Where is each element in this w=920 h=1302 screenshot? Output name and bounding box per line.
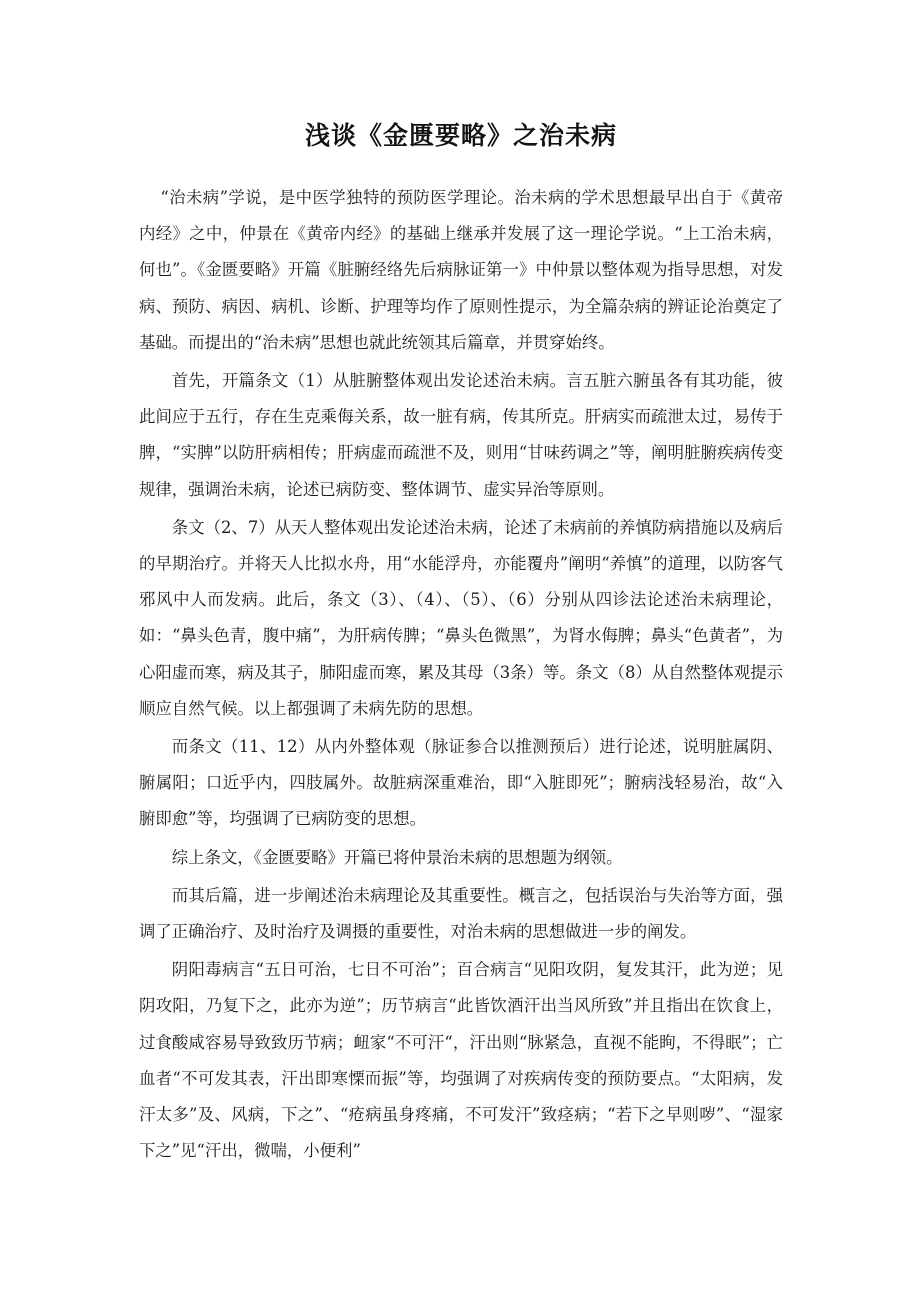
paragraph-first-article: 首先，开篇条文（1）从脏腑整体观出发论述治未病。言五脏六腑虽各有其功能，彼此间应于五行，存在生克乘侮关系，故一脏有病，传其所克。肝病实而疏泄太过，易传于脾，“实脾”以防肝病相传；肝病虚而疏泄不及，则用“甘味药调之”等，阐明脏腑疾病传变规律，强调治未病，论述已病防变、整体调节、虚实异治等原则。 xyxy=(139,371,783,499)
document-title: 浅谈《金匮要略》之治未病 xyxy=(304,121,617,150)
paragraph-intro: “治未病”学说，是中医学独特的预防医学理论。治未病的学术思想最早出自于《黄帝内经》之中，仲景在《黄帝内经》的基础上继承并发展了这一理论学说。“上工治未病，何也”。《金匮要略》开篇《脏腑经络先后病脉证第一》中仲景以整体观为指导思想，对发病、预防、病因、病机、诊断、护理等均作了原则性提示，为全篇杂病的辨证论治奠定了基础。而提出的“治未病”思想也就此统领其后篇章，并贯穿始终。 xyxy=(139,188,783,352)
paragraph-summary: 综上条文，《金匮要略》开篇已将仲景治未病的思想题为纲领。 xyxy=(171,847,623,867)
paragraph-later-chapters: 而其后篇，进一步阐述治未病理论及其重要性。概言之，包括误治与失治等方面，强调了正确治疗、及时治疗及调摄的重要性，对治未病的思想做进一步的阐发。 xyxy=(139,885,783,942)
paragraph-heaven-man: 条文（2、7）从天人整体观出发论述治未病，论述了未病前的养慎防病措施以及病后的早期治疗。并将天人比拟水舟，用“水能浮舟，亦能覆舟”阐明“养慎”的道理，以防客气邪风中人而发病。此后，条文（3）、（4）、（5）、（6）分别从四诊法论述治未病理论，如：“鼻头色青，腹中痛”，为肝病传脾；“鼻头色微黑”，为肾水侮脾；鼻头“色黄者”，为心阳虚而寒，病及其子，肺阳虚而寒，累及其母（3条）等。条文（8）从自然整体观提示顺应自然气候。以上都强调了未病先防的思想。 xyxy=(139,517,783,718)
paragraph-inner-outer: 而条文（11、12）从内外整体观（脉证参合以推测预后）进行论述，说明脏属阴、腑属阳；口近乎内，四肢属外。故脏病深重难治，即“入脏即死”；腑病浅轻易治，故“入腑即愈”等，均强调了已病防变的思想。 xyxy=(139,737,783,829)
document-body xyxy=(139,180,783,1171)
paragraph-examples: 阴阳毒病言“五日可治，七日不可治”；百合病言“见阳攻阴，复发其汗，此为逆；见阴攻阳，乃复下之，此亦为逆”；历节病言“此皆饮酒汗出当风所致”并且指出在饮食上，过食酸咸容易导致致历节病；衄家“不可汗“，汗出则“脉紧急，直视不能眴，不得眠”；亡血者“不可发其表，汗出即寒慄而振”等，均强调了对疾病传变的预防要点。“太阳病，发汗太多”及、风病，下之”、“疮病虽身疼痛，不可发汗”致痉病；“若下之早则哕”、“湿家下之”见“汗出，微喘，小便利” xyxy=(139,960,783,1161)
